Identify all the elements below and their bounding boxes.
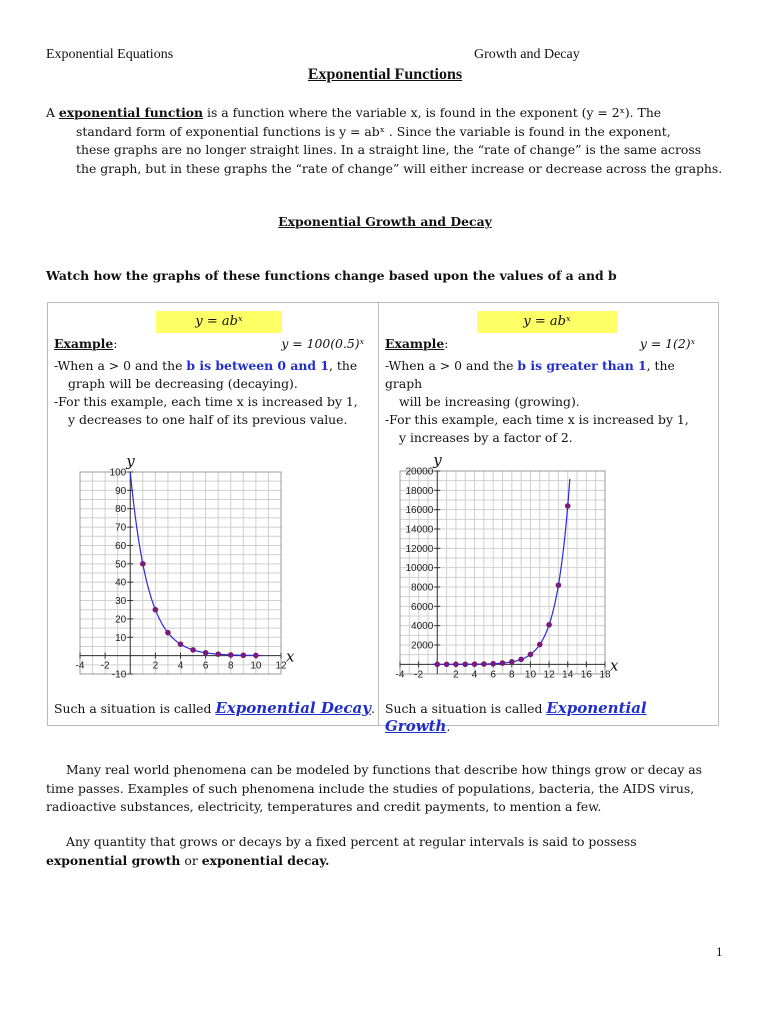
y-tick-label: -10 xyxy=(111,669,127,681)
data-point xyxy=(546,622,552,628)
decay-chart xyxy=(70,440,310,690)
decay-b1b: , the xyxy=(329,358,358,373)
y-tick-label: 100 xyxy=(109,467,127,479)
data-point xyxy=(490,661,496,667)
growth-chart xyxy=(390,440,630,690)
y-axis-label: y xyxy=(433,451,442,469)
x-tick-label: 16 xyxy=(580,669,592,681)
growth-example-line xyxy=(385,336,703,354)
x-tick-label: -4 xyxy=(75,660,85,672)
decay-term-end: . xyxy=(370,701,375,716)
decay-b2b: y decreases to one half of its previous value. xyxy=(68,412,348,427)
y-tick-label: 20000 xyxy=(405,466,434,478)
data-point xyxy=(203,650,209,656)
y-tick-label: 60 xyxy=(115,540,127,552)
data-point xyxy=(434,662,440,668)
x-tick-label: 12 xyxy=(275,660,287,672)
growth-b1a: -When a > 0 and the xyxy=(385,358,518,373)
y-tick-label: 10 xyxy=(115,632,127,644)
x-tick-label: 18 xyxy=(599,669,611,681)
phenomena-paragraph xyxy=(46,761,736,817)
x-tick-label: 2 xyxy=(152,660,159,672)
x-tick-label: -4 xyxy=(395,669,405,681)
intro-term: exponential function xyxy=(58,105,204,120)
growth-situation-text: Such a situation is called xyxy=(385,701,547,716)
decay-example-label: Example xyxy=(54,336,114,351)
x-tick-label: 10 xyxy=(524,669,537,681)
intro-lead: A xyxy=(46,105,59,120)
y-tick-label: 20 xyxy=(115,614,127,626)
y-tick-label: 16000 xyxy=(405,505,434,517)
decay-formula-box: y = abˣ xyxy=(156,311,282,333)
definition-growth: exponential growth xyxy=(46,852,181,868)
data-point xyxy=(481,661,487,667)
phenomena-line2: time passes. Examples of such phenomena include the studies of populations, bacteria, the AIDS virus, xyxy=(46,780,695,796)
decay-b1a: -When a > 0 and the xyxy=(54,358,187,373)
growth-formula-box: y = abˣ xyxy=(477,311,617,333)
definition-line1: Any quantity that grows or decays by a fixed percent at regular intervals is said to possess xyxy=(66,834,637,849)
growth-term: Exponential Growth xyxy=(385,699,647,735)
section-heading: Exponential Growth and Decay xyxy=(278,214,492,229)
data-point xyxy=(190,647,196,653)
decay-b2a: -For this example, each time x is increased by 1, xyxy=(54,394,358,409)
growth-situation xyxy=(385,699,709,735)
decay-example-line xyxy=(54,336,372,354)
y-tick-label: 40 xyxy=(115,577,127,589)
x-tick-label: 4 xyxy=(471,669,478,681)
y-tick-label: 8000 xyxy=(411,582,434,594)
y-tick-label: 4000 xyxy=(411,621,434,633)
growth-example-label: Example xyxy=(385,336,445,351)
x-tick-label: 8 xyxy=(227,660,234,672)
data-point xyxy=(253,653,259,659)
y-tick-label: 80 xyxy=(115,504,127,516)
y-tick-label: 10000 xyxy=(405,563,434,575)
growth-example-equation: y = 1(2)ˣ xyxy=(639,336,695,351)
data-point xyxy=(215,651,221,657)
growth-b2b: y increases by a factor of 2. xyxy=(399,430,573,445)
page-title: Exponential Functions xyxy=(307,66,463,83)
intro-line3: these graphs are no longer straight lines. In a straight line, the “rate of change” is the same across xyxy=(76,142,702,157)
y-tick-label: 90 xyxy=(115,485,127,497)
data-point xyxy=(241,652,247,658)
y-tick-label: 70 xyxy=(115,522,127,534)
page-number: 1 xyxy=(716,944,723,959)
definition-or: or xyxy=(180,852,202,868)
phenomena-line1: Many real world phenomena can be modeled by functions that describe how things grow or decay as xyxy=(66,762,703,777)
definition-decay: exponential decay. xyxy=(201,852,330,868)
data-point xyxy=(178,641,184,647)
x-tick-label: 4 xyxy=(177,660,184,672)
growth-bullets xyxy=(385,357,705,447)
definition-paragraph xyxy=(46,833,736,870)
growth-example-colon: : xyxy=(444,336,449,351)
phenomena-line3: radioactive substances, electricity, temperatures and credit payments, to mention a few. xyxy=(46,799,602,814)
decay-b1c: graph will be decreasing (decaying). xyxy=(68,376,298,391)
watch-line: Watch how the graphs of these functions change based upon the values of a and b xyxy=(46,268,617,283)
x-tick-label: 10 xyxy=(250,660,262,672)
data-point xyxy=(528,652,534,658)
growth-b1c: will be increasing (growing). xyxy=(399,394,580,409)
growth-b1b: , the graph xyxy=(385,358,675,391)
header-right: Growth and Decay xyxy=(474,47,580,62)
y-tick-label: 6000 xyxy=(411,601,434,613)
data-point xyxy=(472,661,478,667)
x-tick-label: 2 xyxy=(453,669,459,681)
data-point xyxy=(556,582,562,588)
x-axis-label: x xyxy=(286,647,295,666)
data-point xyxy=(140,561,146,567)
intro-line4: the graph, but in these graphs the “rate of change” will either increase or decrease across the graphs. xyxy=(76,160,723,176)
header-left: Exponential Equations xyxy=(46,47,174,62)
data-point xyxy=(453,661,459,667)
x-tick-label: -2 xyxy=(414,669,424,681)
x-tick-label: 6 xyxy=(202,660,209,672)
data-point xyxy=(153,607,159,613)
x-tick-label: 6 xyxy=(490,669,496,681)
y-tick-label: 50 xyxy=(115,559,127,571)
data-point xyxy=(500,660,506,666)
data-point xyxy=(444,662,450,668)
growth-b1-highlight: b is greater than 1 xyxy=(517,358,647,373)
intro-line1: is a function where the variable x, is found in the exponent (y = 2ˣ). The xyxy=(203,105,662,120)
y-axis-label: y xyxy=(126,452,135,470)
growth-b2a: -For this example, each time x is increased by 1, xyxy=(385,412,689,427)
decay-term: Exponential Decay xyxy=(215,699,371,717)
y-tick-label: 12000 xyxy=(405,543,434,555)
decay-example-colon: : xyxy=(113,336,118,351)
decay-situation-text: Such a situation is called xyxy=(54,701,216,716)
decay-b1-highlight: b is between 0 and 1 xyxy=(186,358,329,373)
y-tick-label: 30 xyxy=(115,596,127,608)
decay-situation xyxy=(54,699,375,717)
x-tick-label: -2 xyxy=(100,660,110,672)
y-tick-label: 18000 xyxy=(405,485,434,497)
x-tick-label: 14 xyxy=(562,669,574,681)
data-point xyxy=(509,659,515,665)
y-tick-label: 14000 xyxy=(405,524,434,536)
data-point xyxy=(228,652,234,658)
data-point xyxy=(537,642,543,648)
data-point xyxy=(518,657,524,663)
decay-example-equation: y = 100(0.5)ˣ xyxy=(281,336,364,351)
intro-paragraph xyxy=(46,104,736,178)
growth-term-end: . xyxy=(446,719,451,734)
decay-bullets xyxy=(54,357,374,429)
x-tick-label: 12 xyxy=(543,669,555,681)
data-point xyxy=(462,661,468,667)
data-point xyxy=(565,503,571,509)
x-tick-label: 8 xyxy=(509,669,515,681)
data-point xyxy=(165,630,171,636)
intro-line2: standard form of exponential functions is y = abˣ . Since the variable is found in the exponent, xyxy=(76,123,671,139)
y-tick-label: 2000 xyxy=(411,640,434,652)
x-axis-label: x xyxy=(610,656,619,675)
